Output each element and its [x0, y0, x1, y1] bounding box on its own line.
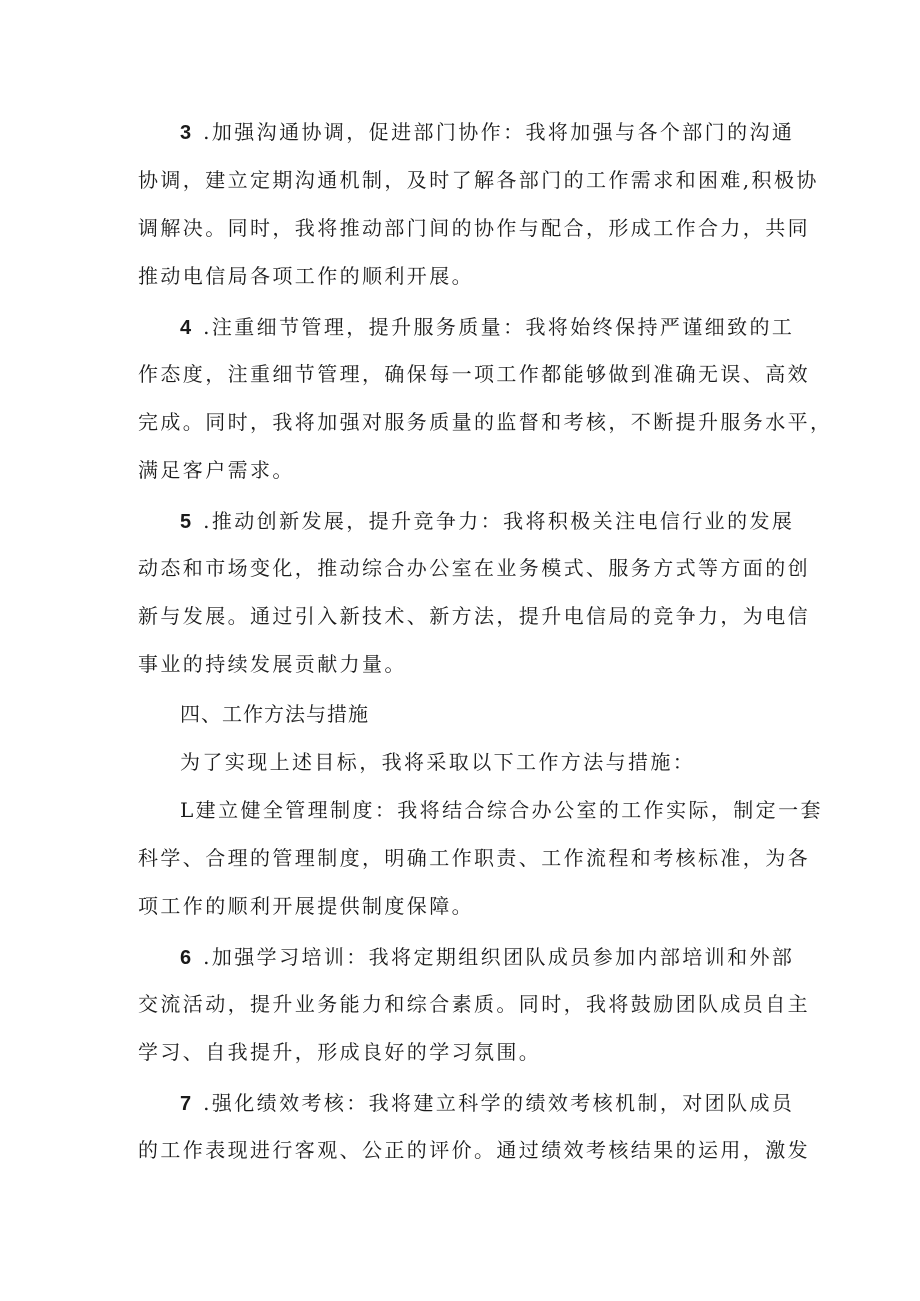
section-6-number: 6 — [180, 947, 192, 969]
section-l-line-3: 项工作的顺利开展提供制度保障。 — [138, 894, 474, 918]
section-3-line-2: 协调，建立定期沟通机制，及时了解各部门的工作需求和困难,积极协 — [138, 168, 819, 192]
section-4-line-3: 完成。同时，我将加强对服务质量的监督和考核，不断提升服务水平， — [138, 410, 833, 434]
section-3-line-3: 调解决。同时，我将推动部门间的协作与配合，形成工作合力，共同 — [138, 216, 810, 240]
section-5-line-1: 5 .推动创新发展，提升竞争力：我将积极关注电信行业的发展 — [180, 509, 795, 533]
section-heading-4: 四、工作方法与措施 — [180, 702, 369, 726]
section-7-line-1: 7 .强化绩效考核：我将建立科学的绩效考核机制，对团队成员 — [180, 1091, 795, 1115]
section-4-number: 4 — [180, 317, 192, 339]
section-5-line-3: 新与发展。通过引入新技术、新方法，提升电信局的竞争力，为电信 — [138, 604, 810, 628]
section-5-number: 5 — [180, 511, 192, 533]
section-4-line-4: 满足客户需求。 — [138, 458, 295, 482]
section-4-line-1: 4 .注重细节管理，提升服务质量：我将始终保持严谨细致的工 — [180, 315, 795, 339]
section-4-line-2: 作态度，注重细节管理，确保每一项工作都能够做到准确无误、高效 — [138, 362, 810, 386]
section-l-line-2: 科学、合理的管理制度，明确工作职责、工作流程和考核标准，为各 — [138, 846, 810, 870]
section-6-line-2: 交流活动，提升业务能力和综合素质。同时，我将鼓励团队成员自主 — [138, 992, 810, 1016]
section-6-line-3: 学习、自我提升，形成良好的学习氛围。 — [138, 1040, 542, 1064]
intro-paragraph: 为了实现上述目标，我将采取以下工作方法与措施： — [180, 750, 696, 774]
section-3-number: 3 — [180, 122, 192, 144]
section-5-line-2: 动态和市场变化，推动综合办公室在业务模式、服务方式等方面的创 — [138, 556, 810, 580]
section-6-line-1: 6 .加强学习培训：我将定期组织团队成员参加内部培训和外部 — [180, 945, 795, 969]
section-5-line-4: 事业的持续发展贡献力量。 — [138, 652, 407, 676]
section-l-line-1: L建立健全管理制度：我将结合综合办公室的工作实际，制定一套 — [180, 798, 823, 822]
section-7-line-2: 的工作表现进行客观、公正的评价。通过绩效考核结果的运用，激发 — [138, 1138, 810, 1162]
section-7-number: 7 — [180, 1093, 192, 1115]
section-3-line-1: 3 .加强沟通协调，促进部门协作：我将加强与各个部门的沟通 — [180, 120, 795, 144]
section-3-line-4: 推动电信局各项工作的顺利开展。 — [138, 264, 474, 288]
